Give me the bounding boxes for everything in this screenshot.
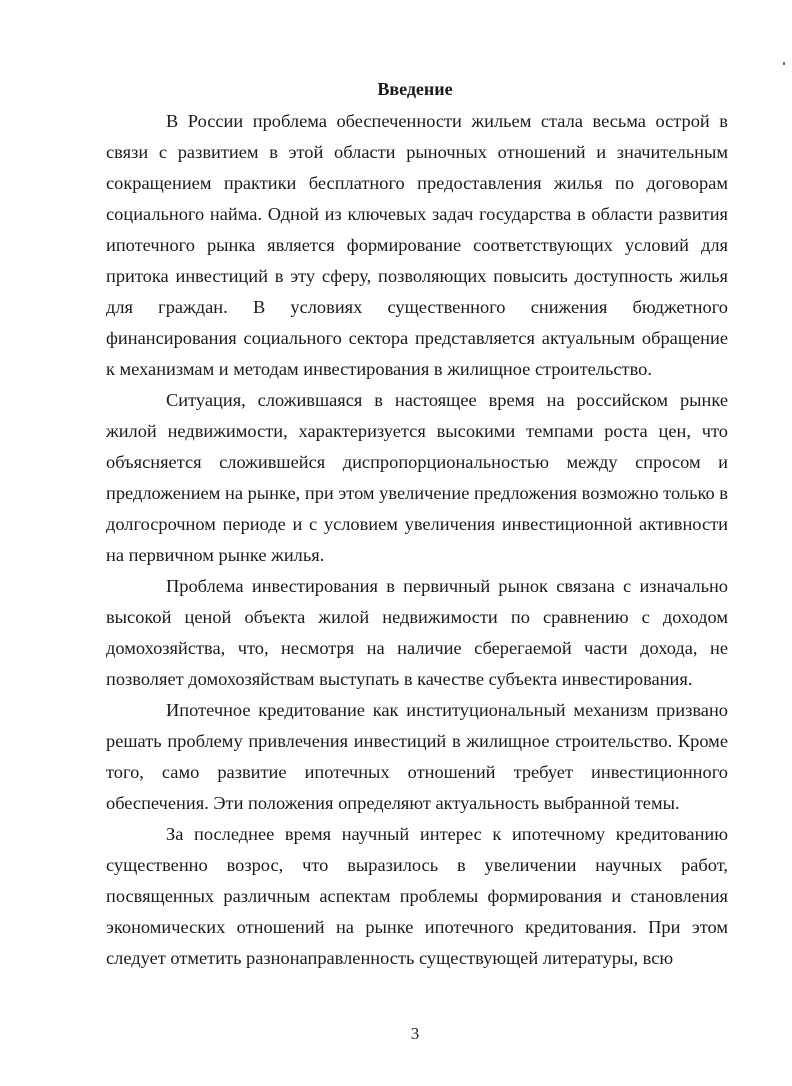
- scan-mark: [783, 62, 785, 65]
- paragraph-5: За последнее время научный интерес к ипотечному кредитованию существенно возрос, что выразилось в увеличении научных работ, посвященных различным аспектам проблемы формирования и становления экономических отношений на рынке ипотечного кредитования. При этом следует отметить разнонаправленность существующей литературы, всю: [106, 824, 728, 968]
- paragraph-4: Ипотечное кредитование как институциональный механизм призвано решать проблему привлечения инвестиций в жилищное строительство. Кроме того, само развитие ипотечных отношений требует инвестиционного обеспечения. Эти положения определяют актуальность выбранной темы.: [106, 700, 728, 813]
- paragraph-3: Проблема инвестирования в первичный рынок связана с изначально высокой ценой объекта жилой недвижимости по сравнению с доходом домохозяйства, что, несмотря на наличие сберегаемой части дохода, не позволяет домохозяйствам выступать в качестве субъекта инвестирования.: [106, 576, 728, 689]
- paragraph-2: Ситуация, сложившаяся в настоящее время на российском рынке жилой недвижимости, характеризуется высокими темпами роста цен, что объясняется сложившейся диспропорциональностью между спросом и предложением на рынке, при этом увеличение предложения возможно только в долгосрочном периоде и с условием увеличения инвестиционной активности на первичном рынке жилья.: [106, 390, 728, 565]
- section-heading: Введение: [377, 79, 453, 99]
- paragraph-1: В России проблема обеспеченности жильем стала весьма острой в связи с развитием в этой области рыночных отношений и значительным сокращением практики бесплатного предоставления жилья по договорам социального найма. Одной из ключевых задач государства в области развития ипотечного рынка является формирование соответствующих условий для притока инвестиций в эту сферу, позволяющих повысить доступность жилья для граждан. В условиях существенного снижения бюджетного финансирования социального сектора представляется актуальным обращение к механизмам и методам инвестирования в жилищное строительство.: [106, 111, 728, 379]
- body-text: [106, 106, 728, 974]
- page-number: 3: [410, 1024, 420, 1043]
